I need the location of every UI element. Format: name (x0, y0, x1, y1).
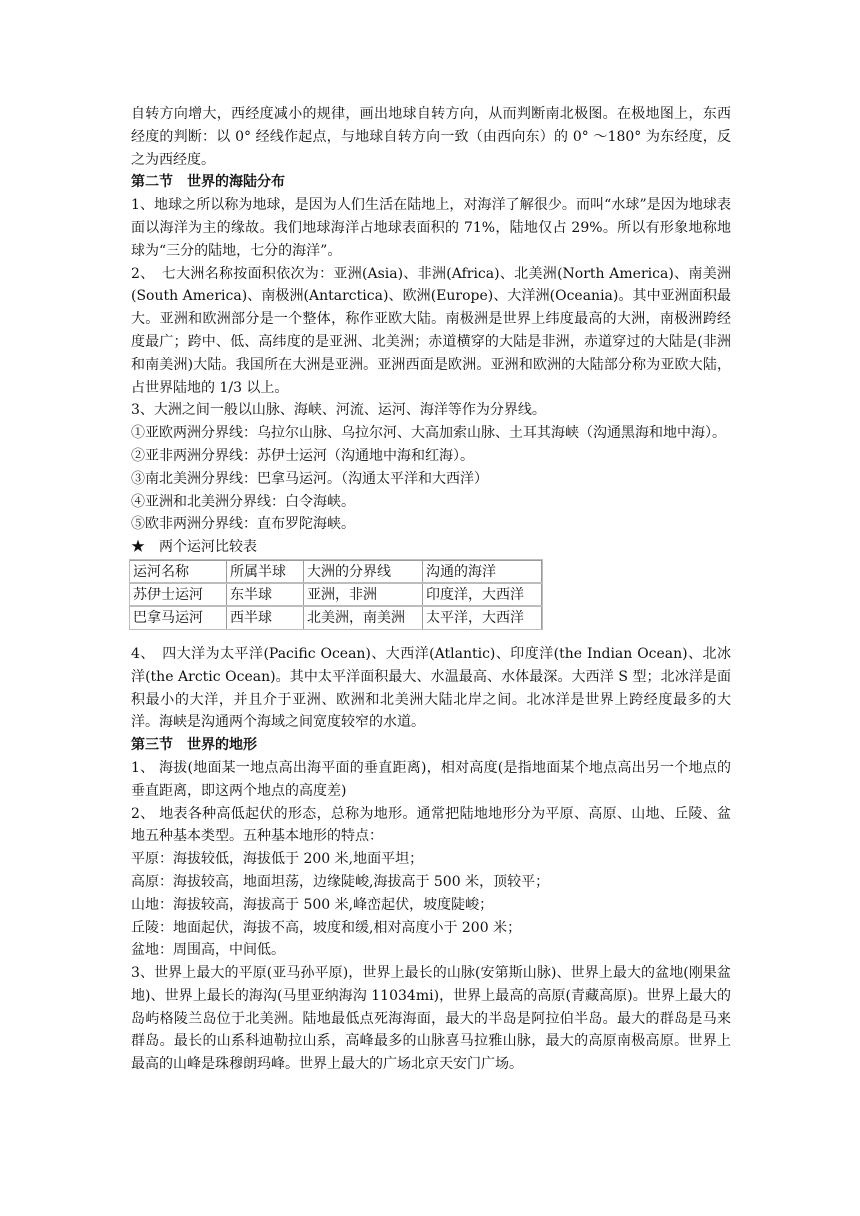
table-row (130, 606, 542, 629)
section-2-paragraph-3: 3、大洲之间一般以山脉、海峡、河流、运河、海洋等作为分界线。 (131, 402, 546, 419)
intro-paragraph: 自转方向增大，西经度减小的规律，画出地球自转方向，从而判断南北极图。在极地图上，东西经度的判断：以 0° 经线作起点，与地球自转方向一致（由西向东）的 0° ～180° 为东经度，反之为西经度。 (131, 106, 731, 168)
section-2-paragraph-4: 4、 四大洋为太平洋(Pacific Ocean)、大西洋(Atlantic)、印度洋(the Indian Ocean)、北冰洋(the Arctic Ocean)。其中太平洋面积最大、水温最高、水体最深。大西洋 S 型；北冰洋是面积最小的大洋，并且介于亚洲、欧洲和北美洲大陆北岸之间。北冰洋是世界上跨经度最多的大洋。海峡是沟通两个海域之间宽度较窄的水道。 (131, 645, 731, 731)
table-header-cell: 沟通的海洋 (423, 560, 542, 583)
terrain-mountain: 山地：海拔较高，海拔高于 500 米,峰峦起伏，坡度陡峻； (131, 896, 494, 913)
terrain-plateau: 高原：海拔较高，地面坦荡，边缘陡峻,海拔高于 500 米，顶较平； (131, 873, 550, 890)
table-cell: 东半球 (227, 583, 304, 606)
document-page (131, 103, 731, 1076)
canal-comparison-table (129, 560, 542, 630)
section-3-paragraph-2: 2、 地表各种高低起伏的形态，总称为地形。通常把陆地地形分为平原、高原、山地、丘陵、盆地五种基本类型。五种基本地形的特点： (131, 805, 731, 845)
table-cell: 西半球 (227, 606, 304, 629)
table-header-cell: 大洲的分界线 (304, 560, 423, 583)
boundary-item-5: ⑤欧非两洲分界线：直布罗陀海峡。 (131, 516, 355, 533)
table-cell: 北美洲，南美洲 (304, 606, 423, 629)
boundary-item-2: ②亚非两洲分界线：苏伊士运河（沟通地中海和红海）。 (131, 447, 474, 464)
terrain-plain: 平原：海拔较低，海拔低于 200 米,地面平坦； (131, 851, 424, 868)
boundary-item-3: ③南北美洲分界线：巴拿马运河。（沟通太平洋和大西洋） (131, 470, 488, 487)
table-cell: 太平洋，大西洋 (423, 606, 542, 629)
boundary-item-1: ①亚欧两洲分界线：乌拉尔山脉、乌拉尔河、大高加索山脉、土耳其海峡（沟通黑海和地中海）。 (131, 425, 726, 442)
boundary-item-4: ④亚洲和北美洲分界线：白令海峡。 (131, 493, 355, 510)
table-cell: 印度洋，大西洋 (423, 583, 542, 606)
table-header-row (130, 560, 542, 583)
section-2-heading: 第二节 世界的海陆分布 (131, 174, 285, 191)
table-caption: ★ 两个运河比较表 (131, 539, 257, 556)
terrain-basin: 盆地：周围高，中间低。 (131, 942, 285, 959)
section-2-paragraph-2: 2、 七大洲名称按面积依次为：亚洲(Asia)、非洲(Africa)、北美洲(North America)、南美洲(South America)、南极洲(Antarctica)、欧洲(Europe)、大洋洲(Oceania)。其中亚洲面积最大。亚洲和欧洲部分是一个整体，称作亚欧大陆。南极洲是世界上纬度最高的大洲，南极洲跨经度最广；跨中、低、高纬度的是亚洲、北美洲；赤道横穿的大陆是非洲，赤道穿过的大陆是(非洲和南美洲)大陆。我国所在大洲是亚洲。亚洲西面是欧洲。亚洲和欧洲的大陆部分称为亚欧大陆，占世界陆地的 1/3 以上。 (131, 265, 731, 396)
table-header-cell: 运河名称 (130, 560, 227, 583)
section-3-heading: 第三节 世界的地形 (131, 737, 257, 754)
section-3-paragraph-1: 1、 海拔(地面某一地点高出海平面的垂直距离)，相对高度(是指地面某个地点高出另一个地点的垂直距离，即这两个地点的高度差) (131, 759, 731, 799)
table-header-cell: 所属半球 (227, 560, 304, 583)
table-cell: 巴拿马运河 (130, 606, 227, 629)
table-cell: 苏伊士运河 (130, 583, 227, 606)
table-cell: 亚洲，非洲 (304, 583, 423, 606)
table-row (130, 583, 542, 606)
section-2-paragraph-1: 1、地球之所以称为地球，是因为人们生活在陆地上，对海洋了解很少。而叫“水球”是因为地球表面以海洋为主的缘故。我们地球海洋占地球表面积的 71%，陆地仅占 29%。所以有形象地称地球为“三分的陆地，七分的海洋”。 (131, 197, 731, 259)
section-3-paragraph-3: 3、世界上最大的平原(亚马孙平原)，世界上最长的山脉(安第斯山脉)、世界上最大的盆地(刚果盆地)、世界上最长的海沟(马里亚纳海沟 11034mi)，世界上最高的高原(青藏高原)。世界上最大的岛屿格陵兰岛位于北美洲。陆地最低点死海海面，最大的半岛是阿拉伯半岛。最大的群岛是马来群岛。最长的山系科迪勒拉山系，高峰最多的山脉喜马拉雅山脉，最大的高原南极高原。世界上最高的山峰是珠穆朗玛峰。世界上最大的广场北京天安门广场。 (131, 965, 731, 1073)
terrain-hill: 丘陵：地面起伏，海拔不高，坡度和缓,相对高度小于 200 米； (131, 919, 522, 936)
